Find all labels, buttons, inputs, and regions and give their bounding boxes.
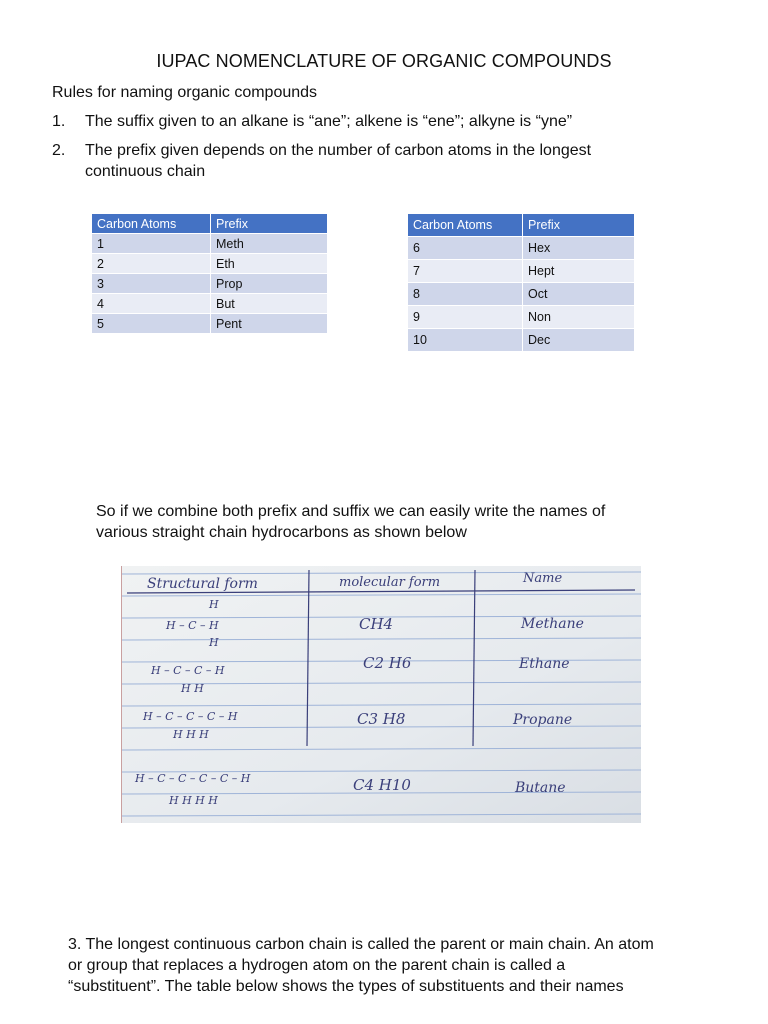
carbon-count-cell: 3 xyxy=(92,274,211,294)
prefix-table-left xyxy=(91,213,328,334)
carbon-count-cell: 2 xyxy=(92,254,211,274)
prefix-cell: Eth xyxy=(211,254,328,274)
prefix-cell: Pent xyxy=(211,314,328,334)
prefix-cell: Prop xyxy=(211,274,328,294)
table-row xyxy=(408,283,635,306)
table-header-row xyxy=(408,214,635,237)
table-row xyxy=(92,274,328,294)
carbon-count-cell: 7 xyxy=(408,260,523,283)
table-row xyxy=(408,306,635,329)
combine-line-1: So if we combine both prefix and suffix we can easily write the names of xyxy=(96,503,606,520)
column-header-carbon-atoms: Carbon Atoms xyxy=(92,214,211,234)
svg-text:H H H: H H H xyxy=(173,728,209,741)
name-methane: Methane xyxy=(521,616,584,632)
photo-header-structural: Structural form xyxy=(147,576,258,592)
intro-text: Rules for naming organic compounds xyxy=(52,84,318,101)
prefix-cell: Oct xyxy=(523,283,635,306)
rule-2-number: 2. xyxy=(52,142,66,159)
photo-header-name: Name xyxy=(523,571,563,586)
carbon-count-cell: 4 xyxy=(92,294,211,314)
rule-3-line-3: “substituent”. The table below shows the types of substituents and their names xyxy=(68,978,624,995)
prefix-cell: Dec xyxy=(523,329,635,352)
formula-butane: C4 H10 xyxy=(353,776,411,794)
name-ethane: Ethane xyxy=(519,656,570,672)
svg-text:H – C – C – H: H – C – C – H xyxy=(151,664,225,677)
table-row xyxy=(92,254,328,274)
rule-2-text-line1: The prefix given depends on the number of carbon atoms in the longest xyxy=(85,142,592,159)
carbon-count-cell: 5 xyxy=(92,314,211,334)
rule-2-text-line2: continuous chain xyxy=(85,163,206,180)
document-title: IUPAC NOMENCLATURE OF ORGANIC COMPOUNDS xyxy=(156,51,612,71)
rule-3-line-2: or group that replaces a hydrogen atom on the parent chain is called a xyxy=(68,957,566,974)
svg-text:H – C – C – C – H: H – C – C – C – H xyxy=(143,710,238,723)
table-row xyxy=(92,294,328,314)
svg-text:H H H H: H H H H xyxy=(169,794,218,807)
column-header-prefix: Prefix xyxy=(211,214,328,234)
prefix-cell: But xyxy=(211,294,328,314)
rule-1-text: The suffix given to an alkane is “ane”; alkene is “ene”; alkyne is “yne” xyxy=(85,113,573,130)
svg-text:H: H xyxy=(209,636,219,649)
column-header-carbon-atoms: Carbon Atoms xyxy=(408,214,523,237)
carbon-count-cell: 1 xyxy=(92,234,211,254)
carbon-count-cell: 10 xyxy=(408,329,523,352)
notebook-photo xyxy=(121,566,641,823)
prefix-cell: Meth xyxy=(211,234,328,254)
svg-text:H – C – C – C – C – H: H – C – C – C – C – H xyxy=(135,772,251,785)
table-row xyxy=(408,329,635,352)
prefix-cell: Hex xyxy=(523,237,635,260)
formula-ethane: C2 H6 xyxy=(363,654,412,672)
formula-propane: C3 H8 xyxy=(357,710,406,728)
carbon-count-cell: 6 xyxy=(408,237,523,260)
svg-text:H H: H H xyxy=(181,682,204,695)
svg-text:H: H xyxy=(209,598,219,611)
rule-3-paragraph xyxy=(68,934,728,997)
formula-methane: CH4 xyxy=(359,615,394,633)
carbon-count-cell: 8 xyxy=(408,283,523,306)
column-header-prefix: Prefix xyxy=(523,214,635,237)
rule-3-line-1: 3. The longest continuous carbon chain is called the parent or main chain. An atom xyxy=(68,936,654,953)
prefix-table-right xyxy=(407,213,635,352)
photo-header-molecular: molecular form xyxy=(339,575,441,590)
name-butane: Butane xyxy=(515,780,566,796)
svg-text:H – C – H: H – C – H xyxy=(166,619,219,632)
table-row xyxy=(408,260,635,283)
carbon-count-cell: 9 xyxy=(408,306,523,329)
name-propane: Propane xyxy=(513,712,573,728)
combine-line-2: various straight chain hydrocarbons as shown below xyxy=(96,524,467,541)
rule-1-number: 1. xyxy=(52,113,66,130)
combine-paragraph xyxy=(96,501,696,543)
prefix-cell: Non xyxy=(523,306,635,329)
prefix-cell: Hept xyxy=(523,260,635,283)
table-row xyxy=(408,237,635,260)
table-row xyxy=(92,234,328,254)
table-row xyxy=(92,314,328,334)
table-header-row xyxy=(92,214,328,234)
